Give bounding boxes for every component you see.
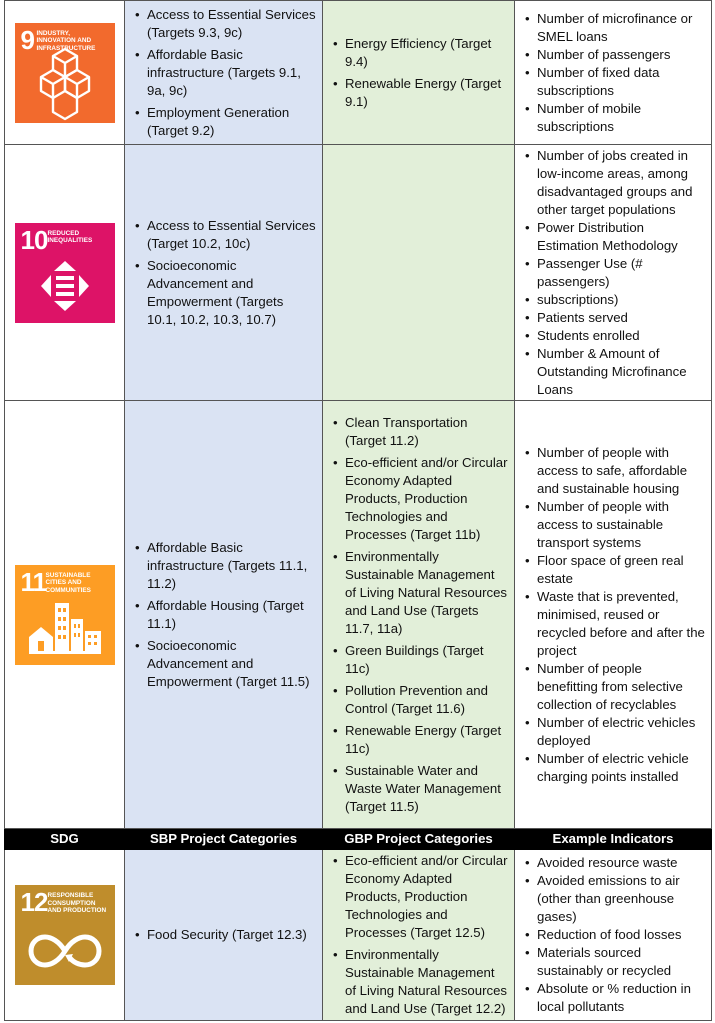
list-item: • Number of people with access to safe, affordable and sustainable housing: [537, 444, 705, 498]
table-header-row: [5, 829, 712, 850]
sdg-mapping-table: [4, 0, 712, 1021]
sdg-10-tile: [15, 223, 115, 323]
sbp-list: [125, 539, 322, 691]
list-item: • Socioeconomic Advancement and Empowerment (Target 11.5): [147, 637, 316, 691]
list-item: • Number of microfinance or SMEL loans: [537, 10, 705, 46]
city-buildings-icon: [15, 565, 115, 665]
list-item: • Pollution Prevention and Control (Target 11.6): [345, 682, 508, 718]
sdg-9-tile: [15, 23, 115, 123]
sdg-number: 11: [20, 566, 46, 597]
sdg-title: RESPONSIBLE CONSUMPTION AND PRODUCTION: [47, 892, 107, 914]
table-row-sdg-9: [5, 1, 712, 145]
indicators-list: [515, 854, 711, 1016]
sbp-cell: [125, 401, 323, 829]
sbp-list: [125, 6, 322, 140]
list-item: • Energy Efficiency (Target 9.4): [345, 35, 508, 71]
list-item: • Avoided resource waste: [537, 854, 705, 872]
header-indicators: Example Indicators: [515, 829, 712, 850]
list-item: • Number & Amount of Outstanding Microfinance Loans: [537, 345, 705, 399]
list-item: • Floor space of green real estate: [537, 552, 705, 588]
sbp-cell: [125, 145, 323, 401]
list-item: • Affordable Housing (Target 11.1): [147, 597, 316, 633]
sbp-list: [125, 217, 322, 329]
gbp-cell: [323, 401, 515, 829]
list-item: • Number of electric vehicle charging points installed: [537, 750, 705, 786]
list-item: • Renewable Energy (Target 11c): [345, 722, 508, 758]
list-item: • Access to Essential Services (Target 10.2, 10c): [147, 217, 316, 253]
sbp-cell: [125, 850, 323, 1021]
cubes-icon: [15, 23, 115, 123]
list-item: • Number of electric vehicles deployed: [537, 714, 705, 750]
list-item: • Access to Essential Services (Targets 9.3, 9c): [147, 6, 316, 42]
sbp-list: [125, 926, 322, 944]
gbp-list: [323, 852, 514, 1018]
list-item: • Absolute or % reduction in local pollutants: [537, 980, 705, 1016]
table-row-sdg-10: [5, 145, 712, 401]
list-item: • Renewable Energy (Target 9.1): [345, 75, 508, 111]
list-item: • Eco-efficient and/or Circular Economy Adapted Products, Production Technologies and Processes (Target 12.5): [345, 852, 508, 942]
list-item: • Socioeconomic Advancement and Empowerment (Targets 10.1, 10.2, 10.3, 10.7): [147, 257, 316, 329]
indicators-list: [515, 147, 711, 399]
sdg-11-tile: [15, 565, 115, 665]
sdg-title: INDUSTRY, INNOVATION AND INFRASTRUCTURE: [36, 29, 96, 52]
gbp-list: [323, 35, 514, 111]
indicators-cell: [515, 850, 712, 1021]
sdg-title: SUSTAINABLE CITIES AND COMMUNITIES: [45, 571, 91, 594]
table-row-sdg-12: [5, 850, 712, 1021]
list-item: • Food Security (Target 12.3): [147, 926, 316, 944]
sdg-title: REDUCED INEQUALITIES: [47, 229, 93, 244]
sdg-number: 9: [20, 24, 34, 55]
equality-arrows-icon: [15, 223, 115, 323]
list-item: • Clean Transportation (Target 11.2): [345, 414, 508, 450]
list-item: • Number of passengers: [537, 46, 705, 64]
list-item: • Eco-efficient and/or Circular Economy Adapted Products, Production Technologies and Processes (Target 11b): [345, 454, 508, 544]
gbp-list: [323, 414, 514, 816]
list-item: • Number of jobs created in low-income areas, among disadvantaged groups and other target populations: [537, 147, 705, 219]
gbp-cell: [323, 1, 515, 145]
list-item: • Number of fixed data subscriptions: [537, 64, 705, 100]
indicators-cell: [515, 401, 712, 829]
header-gbp: GBP Project Categories: [323, 829, 515, 850]
header-sbp: SBP Project Categories: [125, 829, 323, 850]
list-item: • Patients served: [537, 309, 705, 327]
gbp-cell: [323, 145, 515, 401]
list-item: • Reduction of food losses: [537, 926, 705, 944]
indicators-cell: [515, 145, 712, 401]
list-item: • Passenger Use (# passengers): [537, 255, 705, 291]
indicators-cell: [515, 1, 712, 145]
list-item: • Waste that is prevented, minimised, reused or recycled before and after the project: [537, 588, 705, 660]
gbp-cell: [323, 850, 515, 1021]
list-item: • Avoided emissions to air (other than greenhouse gases): [537, 872, 705, 926]
list-item: • Affordable Basic infrastructure (Targets 9.1, 9a, 9c): [147, 46, 316, 100]
infinity-loop-icon: [15, 885, 115, 985]
sdg-cell: [5, 1, 125, 145]
sdg-number: 10: [20, 224, 48, 255]
list-item: • Green Buildings (Target 11c): [345, 642, 508, 678]
list-item: • Number of people benefitting from selective collection of recyclables: [537, 660, 705, 714]
sdg-cell: [5, 401, 125, 829]
list-item: • Affordable Basic infrastructure (Targets 11.1, 11.2): [147, 539, 316, 593]
list-item: • Employment Generation (Target 9.2): [147, 104, 316, 140]
sdg-cell: [5, 850, 125, 1021]
sdg-cell: [5, 145, 125, 401]
sbp-cell: [125, 1, 323, 145]
table-row-sdg-11: [5, 401, 712, 829]
sdg-12-tile: [15, 885, 115, 985]
list-item: • Sustainable Water and Waste Water Management (Target 11.5): [345, 762, 508, 816]
list-item: • Environmentally Sustainable Management of Living Natural Resources and Land Use (Targets 11.7, 11a): [345, 548, 508, 638]
list-item: • Materials sourced sustainably or recycled: [537, 944, 705, 980]
indicators-list: [515, 10, 711, 136]
list-item: • Number of people with access to sustainable transport systems: [537, 498, 705, 552]
list-item: • subscriptions): [537, 291, 705, 309]
list-item: • Number of mobile subscriptions: [537, 100, 705, 136]
list-item: • Power Distribution Estimation Methodology: [537, 219, 705, 255]
list-item: • Environmentally Sustainable Management of Living Natural Resources and Land Use (Target 12.2): [345, 946, 508, 1018]
sdg-number: 12: [20, 887, 48, 917]
list-item: • Students enrolled: [537, 327, 705, 345]
header-sdg: SDG: [5, 829, 125, 850]
indicators-list: [515, 444, 711, 786]
